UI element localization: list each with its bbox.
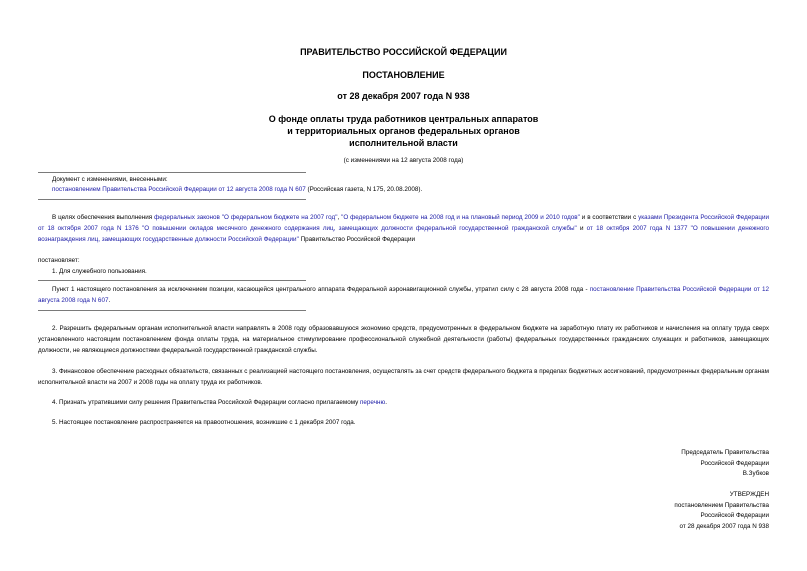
approval-line: постановлением Правительства: [674, 501, 769, 509]
approval-line: Российской Федерации: [700, 512, 769, 519]
preamble-text: и: [576, 225, 587, 232]
document-type: ПОСТАНОВЛЕНИЕ: [362, 70, 445, 80]
approval-block: [674, 490, 769, 532]
signature-organization: Российской Федерации: [700, 459, 769, 467]
item-4-text: 4. Признать утратившими силу решения Правительства Российской Федерации согласно прилагаемому: [52, 399, 361, 406]
budget-law-link[interactable]: "О федеральном бюджете на 2008 год и на плановый период 2009 и 2010 годов": [341, 214, 580, 221]
preamble-text: В целях обеспечения выполнения: [52, 214, 155, 221]
signature-position: Председатель Правительства: [681, 449, 769, 456]
approval-line: от 28 декабря 2007 года N 938: [679, 522, 769, 530]
item-1-note: [38, 284, 769, 306]
revisions-intro: Документ с изменениями, внесенными:: [52, 176, 168, 183]
item-4-tail: .: [385, 399, 387, 406]
approval-header: УТВЕРЖДЕН: [729, 491, 769, 498]
divider: [38, 280, 306, 281]
item-1-note-link[interactable]: постановление Правительства Российской Федерации от 12 августа 2008 года N 607: [38, 286, 769, 304]
federal-laws-link[interactable]: федеральных законов "О федеральном бюджете на 2007 год": [154, 214, 338, 221]
preamble-paragraph: [38, 212, 769, 245]
item-1: 1. Для служебного пользования.: [52, 268, 147, 275]
item-5: 5. Настоящее постановление распространяется на правоотношения, возникшие с 1 декабря 2007 года.: [52, 419, 356, 426]
divider: [38, 199, 306, 200]
divider: [38, 172, 306, 173]
revisions-tail: (Российская газета, N 175, 20.08.2008).: [305, 186, 423, 193]
item-2: 2. Разрешить федеральным органам исполнительной власти направлять в 2008 году образовавшуюся экономию средств, предусмотренных в федеральном бюджете на заработную плату их работников и начисления на оплату труда сверх установленного настоящим постановлением фонда оплаты труда, на материальное стимулирование профессиональной служебной деятельности (работы) федеральных государственных гражданских служащих и работников, замещающих должности, не являющиеся должностями федеральной государственной гражданской службы.: [38, 325, 769, 354]
changes-note: (с изменениями на 12 августа 2008 года): [343, 157, 464, 164]
annex-list-link[interactable]: перечню: [360, 399, 386, 406]
item-3: 3. Финансовое обеспечение расходных обязательств, связанных с реализацией настоящего постановления, осуществлять за счет средств федерального бюджета в пределах бюджетных ассигнований, предусмотренных федеральным органам исполнительной власти на 2007 и 2008 годы на оплату труда их работников.: [38, 368, 769, 386]
document-date-number: от 28 декабря 2007 года N 938: [337, 91, 470, 101]
item-4: [38, 397, 769, 408]
document-title-line-3: исполнительной власти: [349, 138, 458, 148]
signature-name: В.Зубков: [742, 470, 769, 477]
divider: [38, 310, 306, 311]
item-1-note-tail: .: [108, 297, 111, 304]
revisions-line: [52, 186, 422, 193]
decrees-label: постановляет:: [38, 257, 80, 264]
decree-1377-link[interactable]: от 18 октября 2007 года N 1377 "О повышении денежного вознаграждения лиц, замещающих государственные должности Российской Федерации": [38, 225, 769, 243]
preamble-text: ,: [337, 214, 342, 221]
decree-1376-link[interactable]: указами Президента Российской Федерации от 18 октября 2007 года N 1376 "О повышении окладов месячного денежного содержания лиц, замещающих должности федеральной государственной гражданской службы": [38, 214, 769, 232]
item-1-note-text: Пункт 1 настоящего постановления за исключением позиции, касающейся центрального аппарата Федеральной аэронавигационной службы, утратил силу с 28 августа 2008 года -: [52, 286, 590, 293]
preamble-text: и в соответствии с: [579, 214, 639, 221]
document-title-line-1: О фонде оплаты труда работников центральных аппаратов: [268, 114, 539, 124]
government-title: ПРАВИТЕЛЬСТВО РОССИЙСКОЙ ФЕДЕРАЦИИ: [300, 47, 507, 57]
document-title-line-2: и территориальных органов федеральных органов: [287, 126, 520, 136]
signature-block: [681, 448, 769, 480]
revisions-link[interactable]: постановлением Правительства Российской Федерации от 12 августа 2008 года N 607: [52, 186, 306, 193]
preamble-text: Правительство Российской Федерации: [298, 236, 416, 243]
